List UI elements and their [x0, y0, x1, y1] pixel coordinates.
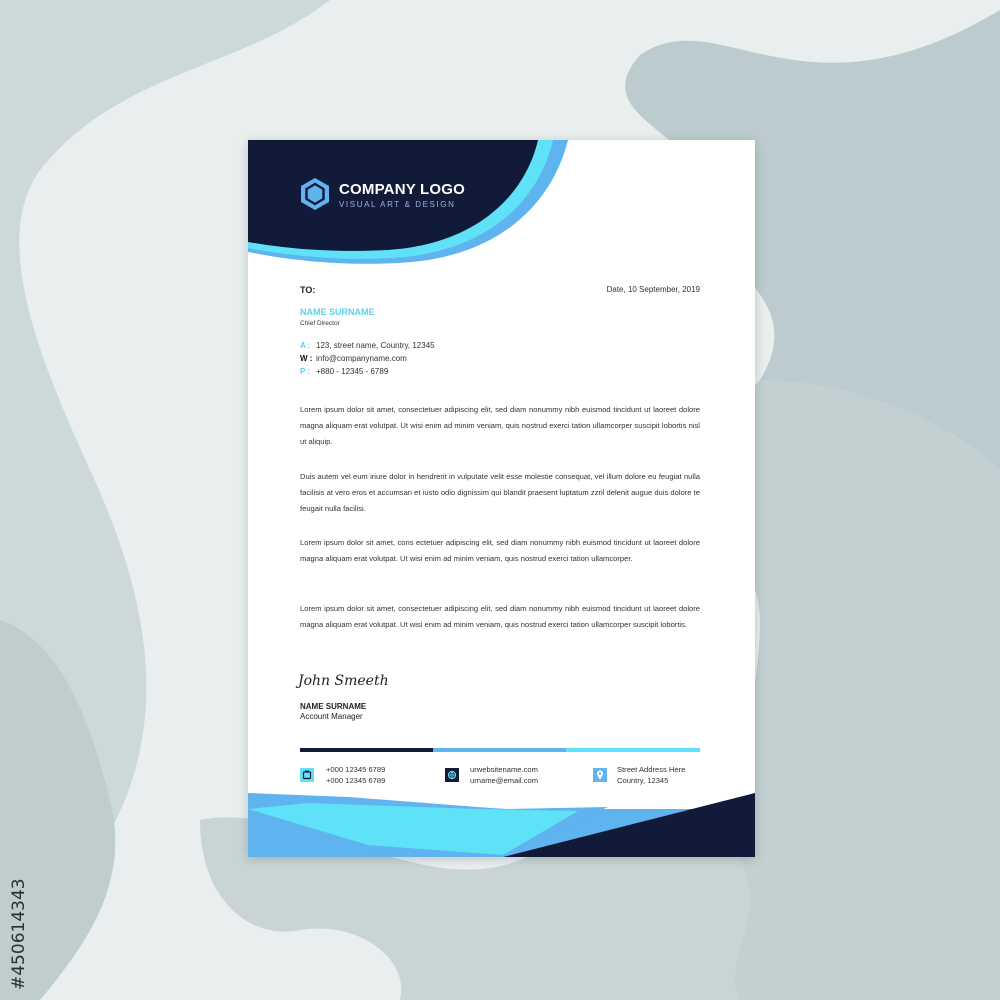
contact-key: W : — [300, 354, 313, 363]
body-paragraph: Duis autem vel eum iriure dolor in hendrerit in vulputate velit esse molestie consequat, vel illum dolore eu feugiat nulla facilisis at vero eros et accumsan et iusto odio dignissim qui blandit praesent luptatum zzril delenit augue duis dolore te feugait nulla facilisi. — [300, 472, 700, 513]
contact-value: +880 - 12345 - 6789 — [316, 367, 389, 376]
contact-key: A : — [300, 341, 311, 350]
footer-phone-1: +000 12345 6789 — [326, 765, 386, 774]
location-pin-icon — [593, 768, 607, 782]
footer-website: urwebsitename.com — [470, 765, 538, 774]
phone-icon — [300, 768, 314, 782]
signature-script: John Smeeth — [298, 673, 389, 689]
contact-value: info@companyname.com — [316, 354, 407, 363]
contact-web — [300, 354, 407, 363]
footer-web-block — [470, 764, 538, 786]
footer-address-block — [617, 764, 685, 786]
hexagon-icon — [300, 177, 330, 211]
footer-phone-block — [326, 764, 385, 786]
side-id-label — [4, 960, 264, 990]
signer-role: Account Manager — [300, 712, 363, 721]
footer-phone-2: +000 12345 6789 — [326, 776, 386, 785]
contact-value: 123, street name, Country, 12345 — [316, 341, 435, 350]
contact-key: P : — [300, 367, 311, 376]
footer-wave-art — [248, 785, 755, 857]
footer-address-1: Street Address Here — [617, 765, 686, 774]
globe-icon — [445, 768, 459, 782]
recipient-name: NAME SURNAME — [300, 307, 375, 317]
logo-tagline: VISUAL ART & DESIGN — [339, 200, 456, 209]
contact-address — [300, 341, 435, 350]
divider-bar-blue — [433, 748, 566, 752]
recipient-title: Chief Director — [300, 320, 340, 327]
contact-phone — [300, 367, 388, 376]
to-label: TO: — [300, 285, 316, 295]
divider-bar-navy — [300, 748, 433, 752]
body-paragraph: Lorem ipsum dolor sit amet, cons ectetuer adipiscing elit, sed diam nonummy nibh euismod tincidunt ut laoreet dolore magna aliquam erat volutpat. Ut wisi enim ad minim veniam, quis nostrud exerci tation ullamcorper. — [300, 538, 700, 563]
body-paragraph: Lorem ipsum dolor sit amet, consectetuer adipiscing elit, sed diam nonummy nibh euismod tincidunt ut laoreet dolore magna aliquam erat volutpat. Ut wisi enim ad minim veniam, quis nostrud exerci tation ullamcorper suscipit lobortis nisl ut aliquip. — [300, 405, 700, 446]
footer-address-2: Country, 12345 — [617, 776, 669, 785]
logo-title: COMPANY LOGO — [339, 181, 466, 198]
letter-date: Date, 10 September, 2019 — [606, 285, 700, 294]
body-paragraph: Lorem ipsum dolor sit amet, consectetuer adipiscing elit, sed diam nonummy nibh euismod tincidunt ut laoreet dolore magna aliquam erat volutpat. Ut wisi enim ad minim veniam, quis nostrud exerci tation ullamcorper suscipit lobortis. — [300, 604, 700, 629]
letterhead-sheet — [248, 140, 755, 857]
signer-name: NAME SURNAME — [300, 702, 367, 711]
footer-email: urname@email.com — [470, 776, 539, 785]
divider-bar-cyan — [566, 748, 700, 752]
